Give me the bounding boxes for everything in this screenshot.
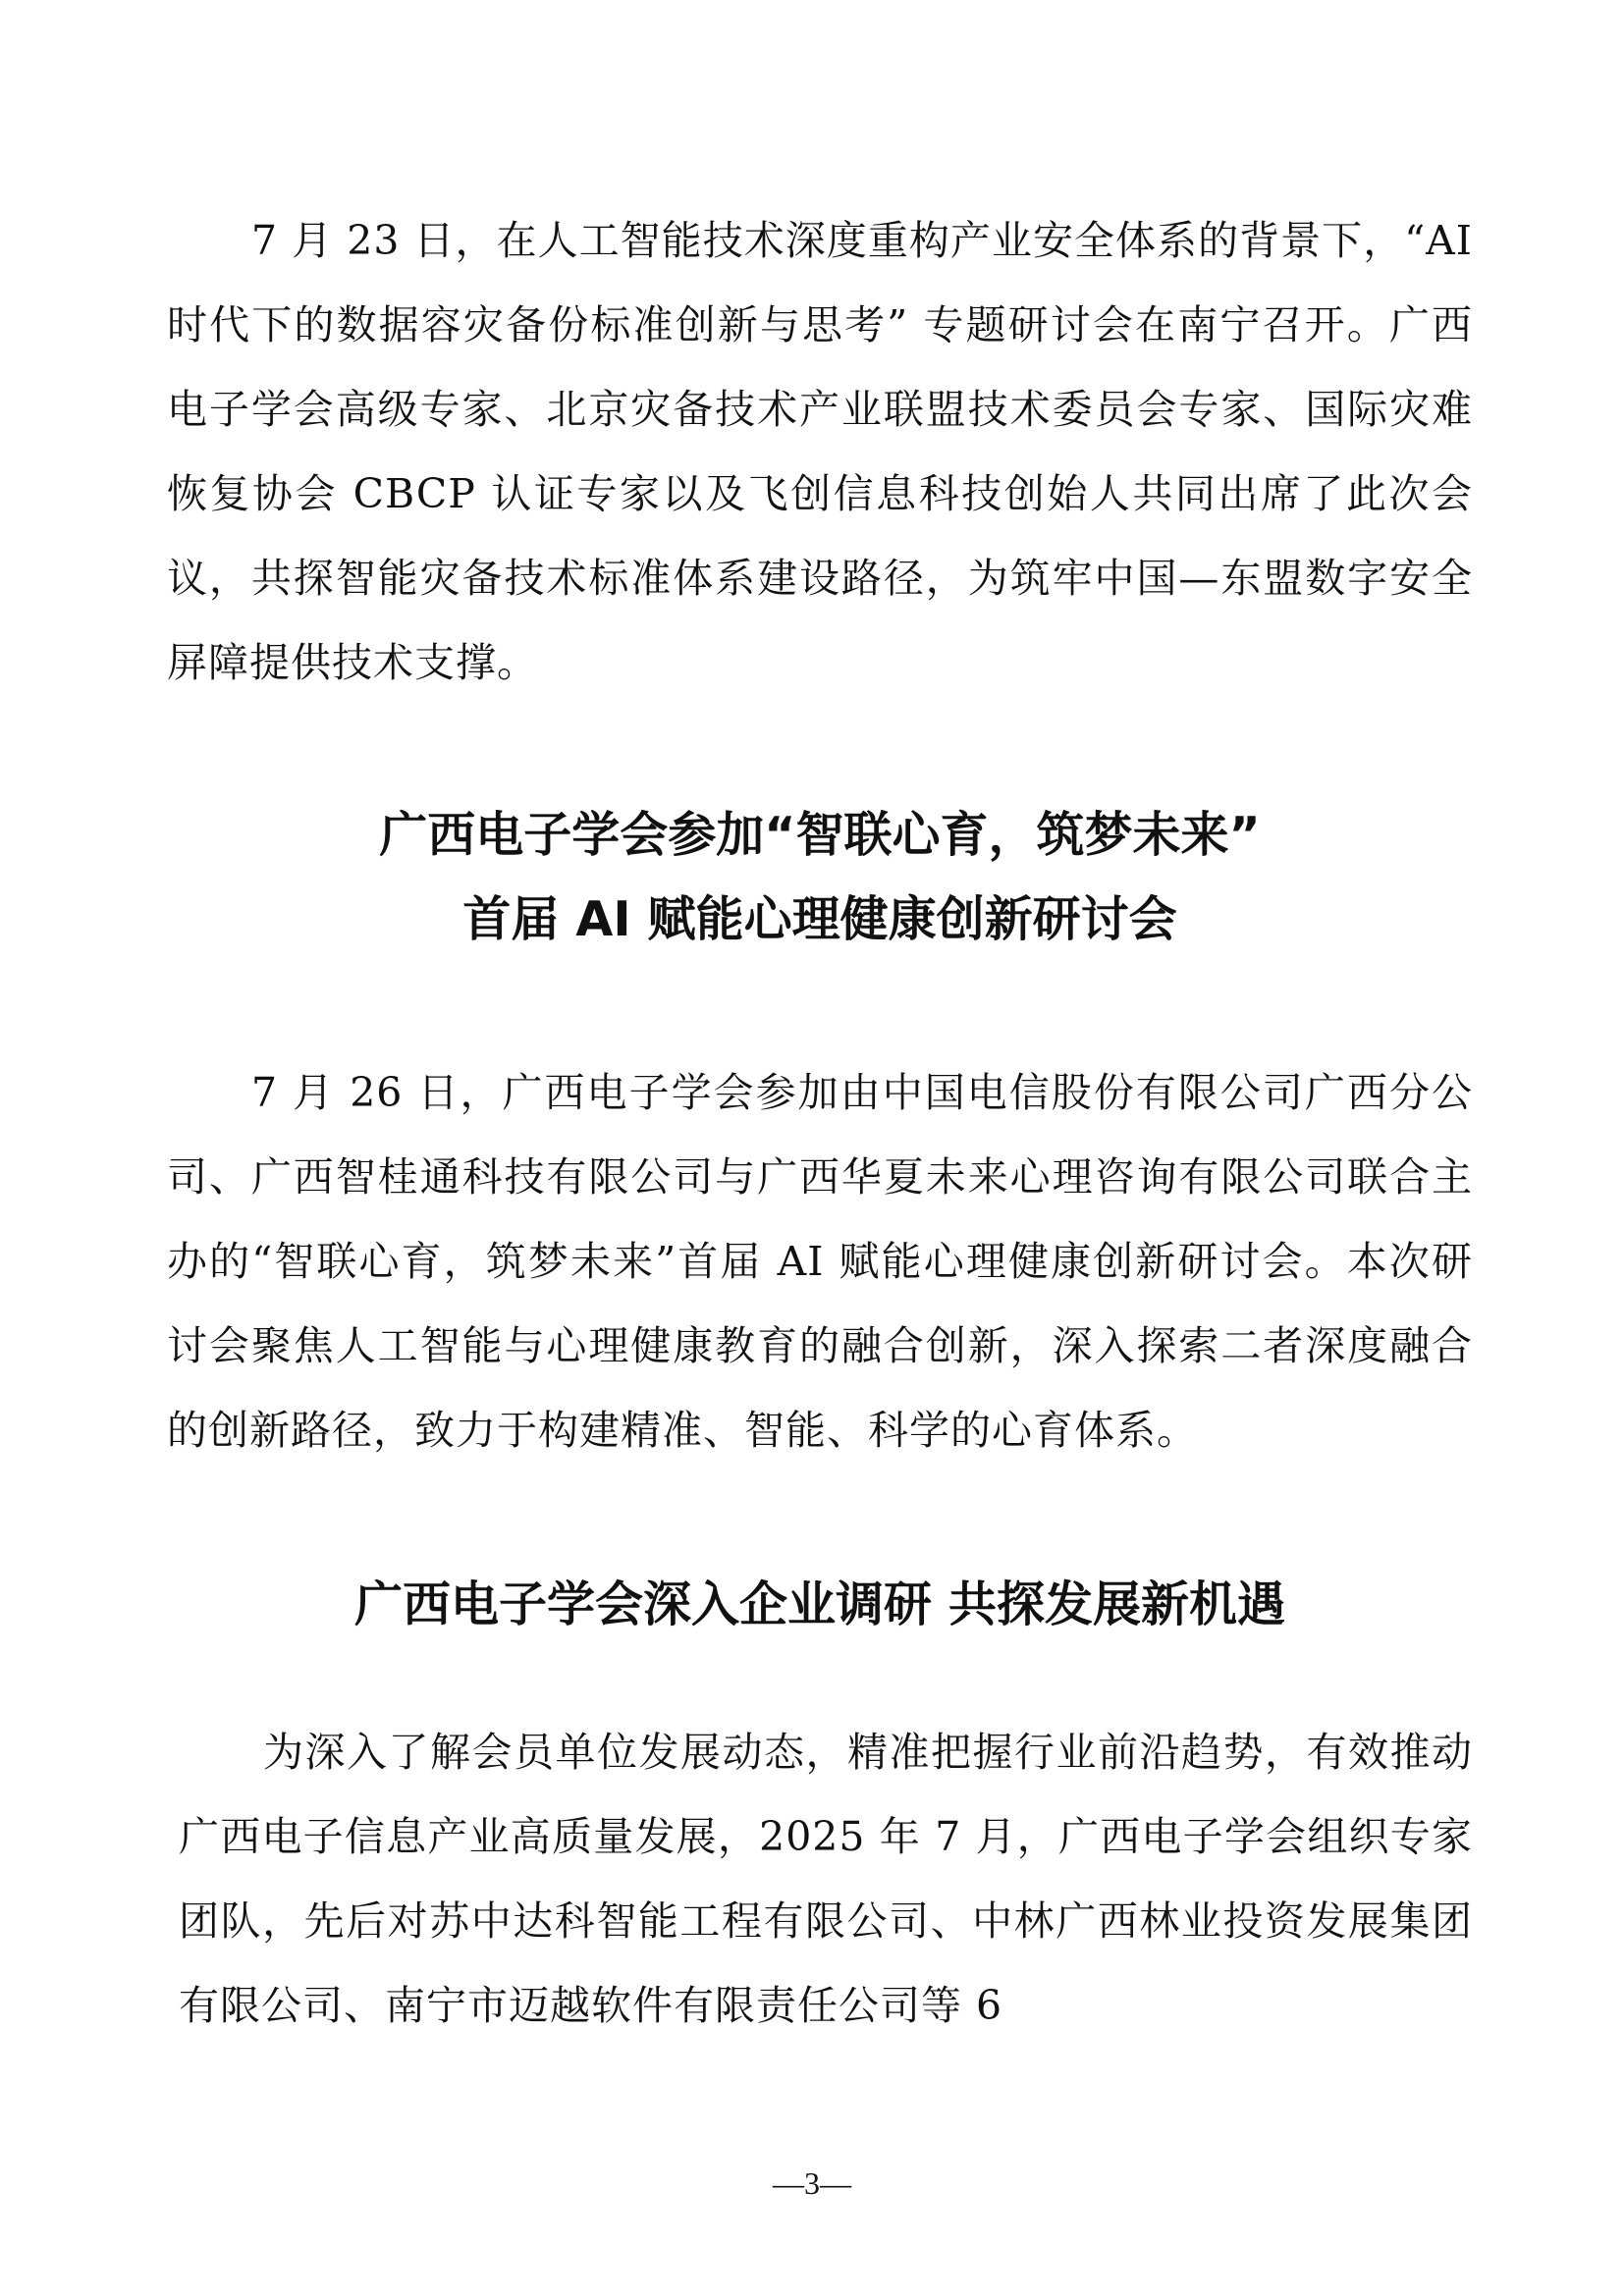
heading-text: 广西电子学会深入企业调研 共探发展新机遇 <box>353 1576 1286 1632</box>
heading-line-2: 首届 AI 赋能心理健康创新研讨会 <box>462 891 1177 947</box>
heading-ai-mental-health-seminar <box>167 793 1473 964</box>
heading-line-1: 广西电子学会参加“智联心育，筑梦未来” <box>379 807 1261 863</box>
heading-enterprise-research <box>167 1563 1473 1649</box>
paragraph-ai-mental-health-seminar: 7 月 26 日，广西电子学会参加由中国电信股份有限公司广西分公司、广西智桂通科技有限公司与广西华夏未来心理咨询有限公司联合主办的“智联心育，筑梦未来”首届 AI 赋能心理健康创新研讨会。本次研讨会聚焦人工智能与心理健康教育的融合创新，深入探索二者深度融合的创新路径，致力于构建精准、智能、科学的心育体系。 <box>167 1069 1473 1454</box>
paragraph-ai-disaster-recovery-seminar: 7 月 23 日，在人工智能技术深度重构产业安全体系的背景下，“AI 时代下的数据容灾备份标准创新与思考” 专题研讨会在南宁召开。广西电子学会高级专家、北京灾备技术产业联盟技术委员会专家、国际灾难恢复协会 CBCP 认证专家以及飞创信息科技创始人共同出席了此次会议，共探智能灾备技术标准体系建设路径，为筑牢中国—东盟数字安全屏障提供技术支撑。 <box>167 217 1473 686</box>
paragraph-enterprise-research: 为深入了解会员单位发展动态，精准把握行业前沿趋势，有效推动广西电子信息产业高质量发展，2025 年 7 月，广西电子学会组织专家团队，先后对苏中达科智能工程有限公司、中林广西林业投资发展集团有限公司、南宁市迈越软件有限责任公司等 6 <box>179 1729 1473 2029</box>
page-number: —3— <box>773 2165 851 2201</box>
